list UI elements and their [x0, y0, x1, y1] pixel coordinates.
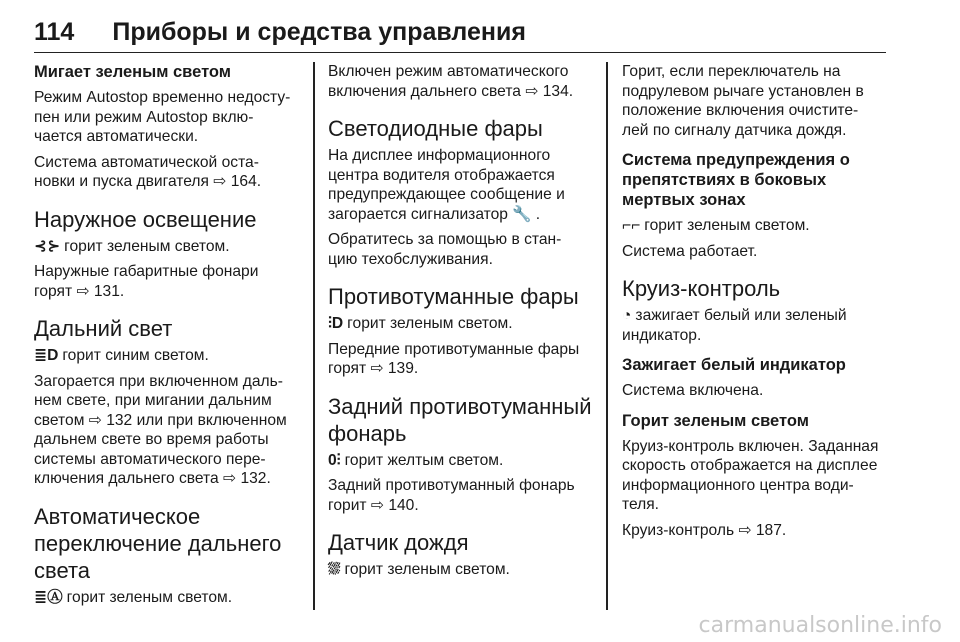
text-parking — [34, 262, 300, 301]
page-ref-arrow-icon: ⇨ — [370, 360, 384, 377]
heading-blind-spot: Система предупреждения о препятствиях в боковых мертвых зонах — [622, 151, 850, 209]
rain-sensor-icon: ⛆ — [328, 561, 341, 578]
text-rain-green — [328, 560, 594, 580]
column-divider — [313, 62, 315, 610]
text-auto-on-body: Включен режим автоматического включения дальнего света — [328, 63, 569, 100]
page-ref[interactable]: 140. — [388, 496, 419, 514]
text-hb-desc — [34, 372, 300, 489]
text-hb-blue-body: горит синим светом. — [62, 347, 209, 364]
page-ref-arrow-icon: ⇨ — [370, 496, 384, 514]
text-autostop: Режим Autostop временно недосту- пен или режим Autostop вклю- чается автоматически. — [34, 89, 291, 145]
text-rearfog-yellow — [328, 451, 594, 471]
page-ref[interactable]: 134. — [542, 82, 574, 100]
page-ref-arrow-icon: ⇨ — [88, 411, 102, 429]
text-system-body: Система автоматической оста- новки и пуска двигателя — [34, 153, 259, 190]
heading-cruise: Круиз-контроль — [622, 276, 781, 301]
text-fog-green-body: горит зеленым светом. — [347, 315, 513, 332]
text-hb-desc1: Загорается при включенном даль- нем свете, при мигании дальним светом — [34, 372, 283, 429]
text-auto-on — [328, 62, 594, 101]
blind-spot-icon: ⌐⌐ — [622, 217, 641, 234]
text-fog-on — [328, 340, 594, 379]
page-ref[interactable]: 132. — [240, 470, 271, 487]
text-rearfog-yellow-body: горит желтым светом. — [344, 451, 504, 469]
front-fog-icon: ⫶D — [328, 315, 344, 332]
text-parking-body: Наружные габаритные фонари горят — [34, 263, 259, 300]
heading-rear-fog: Задний противотуманный фонарь — [328, 393, 592, 446]
text-hb-desc2: или при включенном дальнем свете во время работы системы автоматического пере- ключения дальнего света — [34, 411, 287, 487]
text-white: Система включена. — [622, 382, 764, 399]
page-ref-arrow-icon: ⇨ — [213, 173, 227, 190]
page-ref-arrow-icon: ⇨ — [76, 282, 90, 300]
heading-fog: Противотуманные фары — [328, 284, 579, 309]
heading-led: Светодиодные фары — [328, 116, 543, 141]
text-service: Обратитесь за помощью в стан- цию техобслуживания. — [328, 231, 562, 268]
column-2 — [328, 62, 594, 610]
watermark: carmanualsonline.info — [698, 613, 942, 638]
text-cruise-icon-body: зажигает белый или зеленый индикатор. — [622, 307, 847, 344]
text-blind-works: Система работает. — [622, 242, 758, 260]
auto-high-beam-icon: ≣Ⓐ — [34, 588, 63, 606]
heading-white-indicator: Зажигает белый индикатор — [622, 356, 846, 374]
heading-highbeam: Дальний свет — [34, 316, 173, 341]
page-ref[interactable]: 132 — [106, 411, 133, 429]
column-3 — [622, 62, 888, 610]
text-cruise-icon — [622, 306, 888, 345]
page-ref[interactable]: 164. — [230, 173, 262, 190]
text-green: Круиз-контроль включен. Заданная скорость отображается на дисплее информационного центра води- теля. — [622, 437, 879, 513]
text-ext-green — [34, 237, 300, 257]
text-led-body: На дисплее информационного центра водителя отображается предупреждающее сообщение и загорается сигнализатор — [328, 147, 565, 223]
text-blind-green — [622, 216, 888, 236]
page-ref-arrow-icon: ⇨ — [223, 470, 237, 487]
page-ref-arrow-icon: ⇨ — [738, 521, 752, 539]
page-title: Приборы и средства управления — [112, 18, 526, 46]
text-rearfog-on-body: Задний противотуманный фонарь горит — [328, 477, 575, 514]
text-hb-blue — [34, 346, 300, 366]
heading-blink: Мигает зеленым светом — [34, 63, 232, 81]
text-fog-on-body: Передние противотуманные фары горят — [328, 340, 580, 377]
column-divider — [606, 62, 608, 610]
page-ref[interactable]: 139. — [387, 360, 419, 377]
wrench-icon: 🔧 — [512, 205, 532, 223]
page-ref[interactable]: 187. — [755, 521, 787, 539]
text-rain-green-body: горит зеленым светом. — [344, 561, 510, 578]
high-beam-icon: ≣D — [34, 347, 59, 364]
page-header — [34, 18, 886, 53]
heading-green-indicator: Горит зеленым светом — [622, 411, 809, 430]
parking-lights-icon: ⊰⊱ — [34, 237, 61, 255]
text-rearfog-on — [328, 476, 594, 515]
text-cruise-ref-body: Круиз-контроль — [622, 521, 735, 539]
text-system — [34, 153, 300, 192]
text-led: На дисплее информационного центра водителя отображается предупреждающее сообщение и загорается сигнализатор 🔧 . — [328, 147, 565, 223]
page-ref-arrow-icon: ⇨ — [525, 82, 539, 100]
text-wiper: Горит, если переключатель на подрулевом рычаге установлен в положение включения очистите- лей по сигналу датчика дождя. — [622, 63, 864, 139]
column-1 — [34, 62, 300, 610]
text-auto-green — [34, 588, 300, 608]
text-cruise-ref — [622, 521, 888, 541]
heading-rain: Датчик дождя — [328, 530, 469, 555]
page-number: 114 — [34, 18, 75, 46]
heading-exterior: Наружное освещение — [34, 206, 257, 232]
cruise-control-icon: ◔ — [622, 307, 632, 324]
text-fog-green — [328, 314, 594, 334]
text-blind-green-body: горит зеленым светом. — [644, 217, 810, 234]
page-ref[interactable]: 131. — [93, 282, 125, 300]
text-ext-green-body: горит зеленым светом. — [64, 237, 230, 255]
text-auto-green-body: горит зеленым светом. — [66, 588, 233, 606]
heading-auto-highbeam: Автоматическое переключение дальнего света — [34, 503, 282, 583]
rear-fog-icon: 0⫶ — [328, 451, 341, 469]
